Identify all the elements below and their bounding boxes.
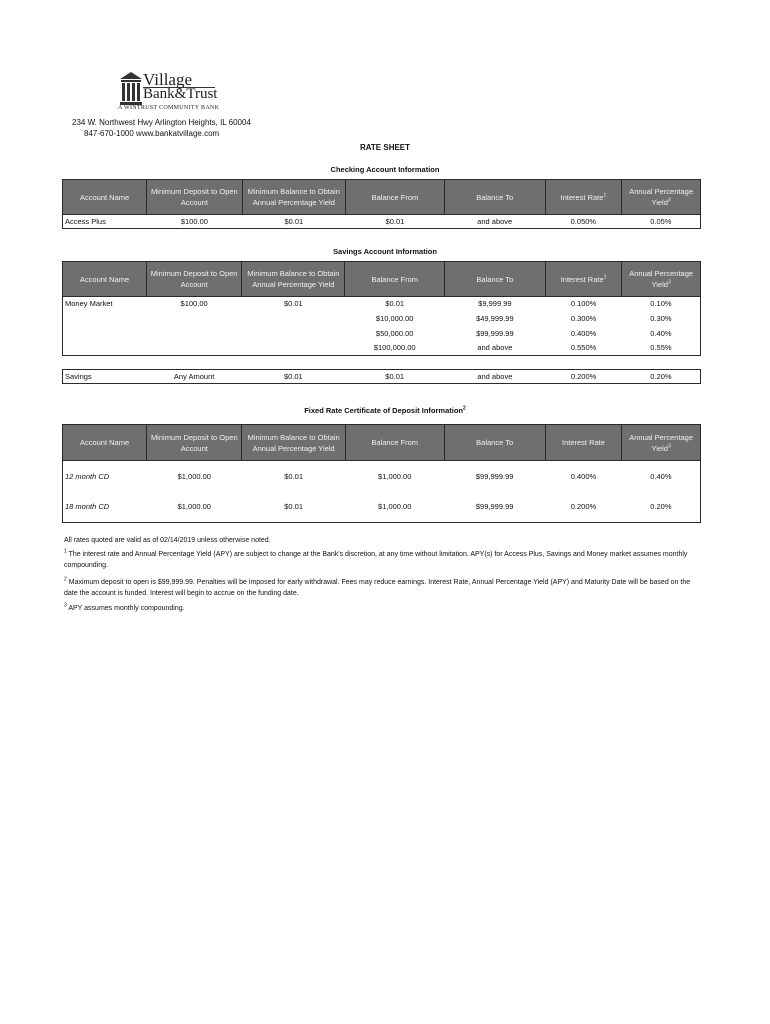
table-row [63, 492, 701, 523]
table-spacer [63, 356, 701, 370]
rates-valid-note: All rates quoted are valid as of 02/14/2019 unless otherwise noted. [64, 537, 271, 544]
logo-bank-text: Bank&Trust [143, 86, 218, 102]
cell-apy: 0.30% [650, 313, 672, 323]
header-min-deposit: Minimum Deposit to Open Account [147, 180, 242, 215]
footnote-marker: 3 [64, 602, 67, 609]
table-row [63, 370, 701, 384]
header-account-name: Account Name [63, 262, 147, 297]
table-row [63, 215, 701, 229]
cd-section-title-label: Fixed Rate Certificate of Deposit Information [304, 406, 463, 415]
table-row [63, 297, 701, 311]
cd-section-title [0, 406, 770, 415]
cell-balance-from: $0.01 [385, 372, 405, 381]
savings-section-title: Savings Account Information [333, 247, 437, 256]
cell-balance-to: and above [477, 343, 513, 353]
cell-apy: 0.05% [650, 217, 672, 226]
cell-interest-rate: 0.200% [570, 372, 597, 381]
header-interest-rate [545, 180, 622, 215]
cell-apy: 0.10% [650, 299, 672, 309]
money-market-group [63, 297, 701, 356]
cell-balance-from: $0.01 [385, 299, 405, 309]
footnote-1 [64, 549, 704, 571]
header-min-balance: Minimum Balance to Obtain Annual Percentage Yield [242, 425, 345, 461]
header-account-name: Account Name [63, 180, 147, 215]
cell-balance-to: and above [477, 372, 513, 381]
cell-apy: 0.20% [650, 502, 672, 512]
header-interest-rate: Interest Rate [545, 425, 622, 461]
cell-min-balance: $0.01 [284, 471, 304, 481]
header-balance-to: Balance To [444, 425, 545, 461]
cell-min-deposit: $1,000.00 [177, 471, 211, 481]
header-balance-from: Balance From [346, 180, 445, 215]
footnote-ref: 1 [603, 192, 607, 198]
header-balance-to: Balance To [444, 180, 545, 215]
cell-balance-to: $99,999.99 [475, 471, 514, 481]
cell-min-deposit: Any Amount [173, 372, 215, 381]
cd-rows [63, 461, 701, 523]
header-balance-to: Balance To [444, 262, 545, 297]
header-min-balance: Minimum Balance to Obtain Annual Percentage Yield [242, 262, 345, 297]
cell-account-name: Money Market [65, 299, 113, 309]
cell-account-name: Access Plus [65, 217, 106, 226]
cell-interest-rate: 0.400% [570, 471, 597, 481]
table-row [63, 326, 701, 341]
table-row [63, 311, 701, 326]
header-apy-label: Annual Percentage Yield [629, 187, 693, 207]
footnote-ref: 3 [667, 443, 671, 449]
cell-min-balance: $0.01 [284, 217, 304, 226]
cell-min-balance: $0.01 [283, 299, 303, 309]
bank-address: 234 W. Northwest Hwy Arlington Heights, IL 60004 [72, 118, 251, 127]
logo-tagline: A WINTRUST COMMUNITY BANK [118, 105, 220, 111]
page-title: RATE SHEET [359, 143, 411, 152]
cell-balance-from: $100,000.00 [373, 343, 416, 353]
cell-min-balance: $0.01 [284, 502, 304, 512]
header-min-deposit: Minimum Deposit to Open Account [147, 425, 242, 461]
table-header-row [63, 425, 701, 461]
cell-balance-to: $99,999.99 [476, 328, 514, 338]
logo-village-text: Village [143, 70, 193, 89]
cell-apy: 0.40% [650, 471, 672, 481]
header-balance-from: Balance From [345, 425, 444, 461]
cell-account-name: Savings [65, 372, 92, 381]
cell-balance-to: $99,999.99 [475, 502, 514, 512]
savings-table [62, 261, 701, 384]
cell-apy: 0.20% [650, 372, 672, 381]
cell-balance-to: $49,999.99 [476, 313, 514, 323]
footnote-marker: 2 [64, 576, 67, 583]
cell-min-deposit: $100.00 [180, 217, 208, 226]
cell-balance-to: and above [477, 217, 513, 226]
cell-interest-rate: 0.550% [570, 343, 597, 353]
footnote-2 [64, 577, 704, 599]
cell-interest-rate: 0.400% [570, 328, 597, 338]
header-apy-label: Annual Percentage Yield [629, 432, 694, 453]
checking-section-title: Checking Account Information [330, 165, 440, 174]
header-interest-rate-label: Interest Rate [560, 192, 604, 202]
cell-balance-from: $1,000.00 [378, 502, 412, 512]
table-row [63, 341, 701, 356]
footnote-ref: 1 [603, 274, 607, 280]
header-balance-from: Balance From [345, 262, 444, 297]
header-apy [622, 180, 701, 215]
header-min-balance: Minimum Balance to Obtain Annual Percentage Yield [242, 180, 345, 215]
cell-min-deposit: $1,000.00 [177, 502, 211, 512]
footnote-3 [64, 603, 704, 614]
cell-interest-rate: 0.050% [570, 217, 597, 226]
cell-account-name: 12 month CD [65, 471, 110, 481]
footnote-marker: 1 [64, 548, 67, 555]
cell-interest-rate: 0.300% [570, 313, 597, 323]
cell-interest-rate: 0.200% [570, 502, 597, 512]
cell-interest-rate: 0.100% [570, 299, 597, 309]
header-apy-label: Annual Percentage Yield [629, 269, 694, 289]
cd-table [62, 424, 701, 523]
cell-balance-from: $10,000.00 [375, 313, 414, 323]
footnote-ref: 3 [667, 197, 671, 204]
cell-balance-from: $0.01 [385, 217, 405, 226]
header-apy [622, 425, 701, 461]
header-account-name: Account Name [63, 425, 147, 461]
table-row [63, 461, 701, 492]
cell-balance-to: $9,999.99 [478, 299, 512, 309]
cell-min-deposit: $100.00 [180, 299, 208, 309]
header-interest-rate [545, 262, 622, 297]
building-icon [120, 72, 142, 106]
header-min-deposit: Minimum Deposit to Open Account [147, 262, 242, 297]
table-header-row [63, 180, 701, 215]
bank-contact: 847-670-1000 www.bankatvillage.com [84, 129, 220, 138]
footnote-1-text: The interest rate and Annual Percentage Yield (APY) are subject to change at the Bank's discretion, at any time without limitation. APY(s) for Access Plus, Savings and Money market assumes monthly compounding. [64, 551, 688, 569]
header-apy [622, 262, 701, 297]
footnote-ref: 2 [463, 405, 466, 412]
footnote-2-text: Maximum deposit to open is $99,999.99. Penalties will be imposed for early withdrawal. Fees may reduce earnings. Interest Rate, Annual Percentage Yield (APY) and Maturity Date will be based on the date the account is funded. Interest will begin to accrue on the funding date. [64, 579, 691, 597]
cell-apy: 0.55% [650, 343, 672, 353]
cell-balance-from: $50,000.00 [375, 328, 414, 338]
bank-logo [118, 70, 228, 118]
cell-account-name: 18 month CD [65, 502, 110, 512]
footnote-3-text: APY assumes monthly compounding. [68, 605, 185, 612]
checking-table [62, 179, 701, 229]
table-header-row [63, 262, 701, 297]
header-interest-rate-label: Interest Rate [560, 274, 604, 284]
cell-apy: 0.40% [650, 328, 672, 338]
footnote-ref: 3 [667, 279, 671, 286]
cell-balance-from: $1,000.00 [378, 471, 412, 481]
cell-min-balance: $0.01 [283, 372, 303, 381]
